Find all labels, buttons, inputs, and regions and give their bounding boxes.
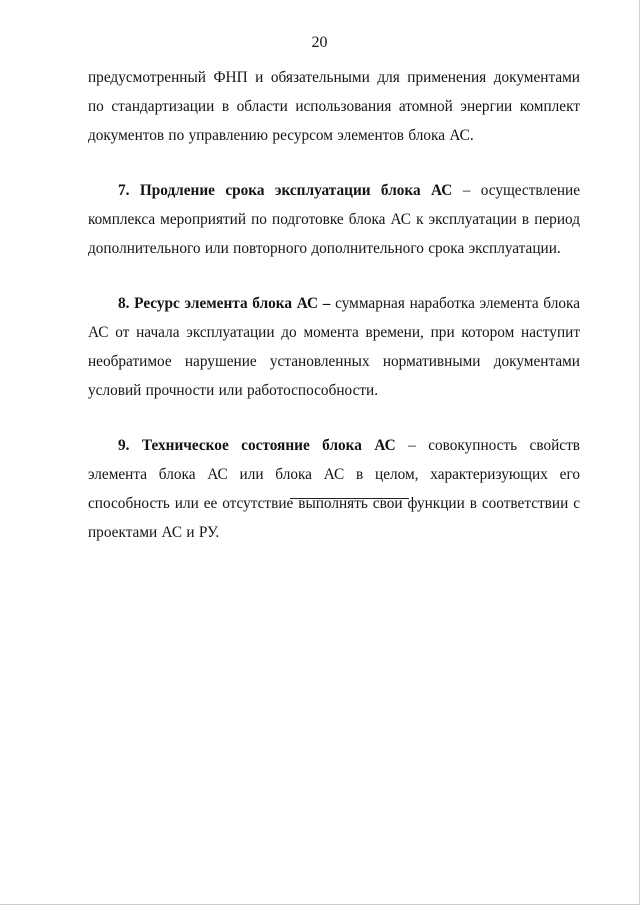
paragraph-text: предусмотренный ФНП и обязательными для применения документами по стандартизации в области использования атомной энергии комплект документов по управлению ресурсом элементов блока АС. (88, 69, 580, 144)
definition-text: – совокупность свойств элемента блока АС или блока АС в целом, характеризующих его способность или ее отсутствие выполнять свои функции в соответствии с проектами АС и РУ. (88, 437, 580, 541)
body-text (88, 63, 580, 573)
paragraph-continuation (88, 63, 580, 150)
page-number: 20 (311, 34, 328, 51)
definition-text: – осуществление комплекса мероприятий по подготовке блока АС к эксплуатации в период дополнительного или повторного дополнительного срока эксплуатации. (88, 182, 580, 257)
definition-term: 7. Продление срока эксплуатации блока АС (118, 182, 453, 199)
definition-9 (88, 431, 580, 547)
definition-7 (88, 176, 580, 263)
definition-term: 9. Техническое состояние блока АС (118, 437, 396, 454)
definition-8 (88, 289, 580, 405)
end-divider-line (290, 498, 409, 499)
definition-term: 8. Ресурс элемента блока АС – (118, 295, 331, 312)
definition-text: суммарная наработка элемента блока АС от начала эксплуатации до момента времени, при котором наступит необратимое нарушение установленных нормативными документами условий прочности или работоспособности. (88, 295, 580, 399)
